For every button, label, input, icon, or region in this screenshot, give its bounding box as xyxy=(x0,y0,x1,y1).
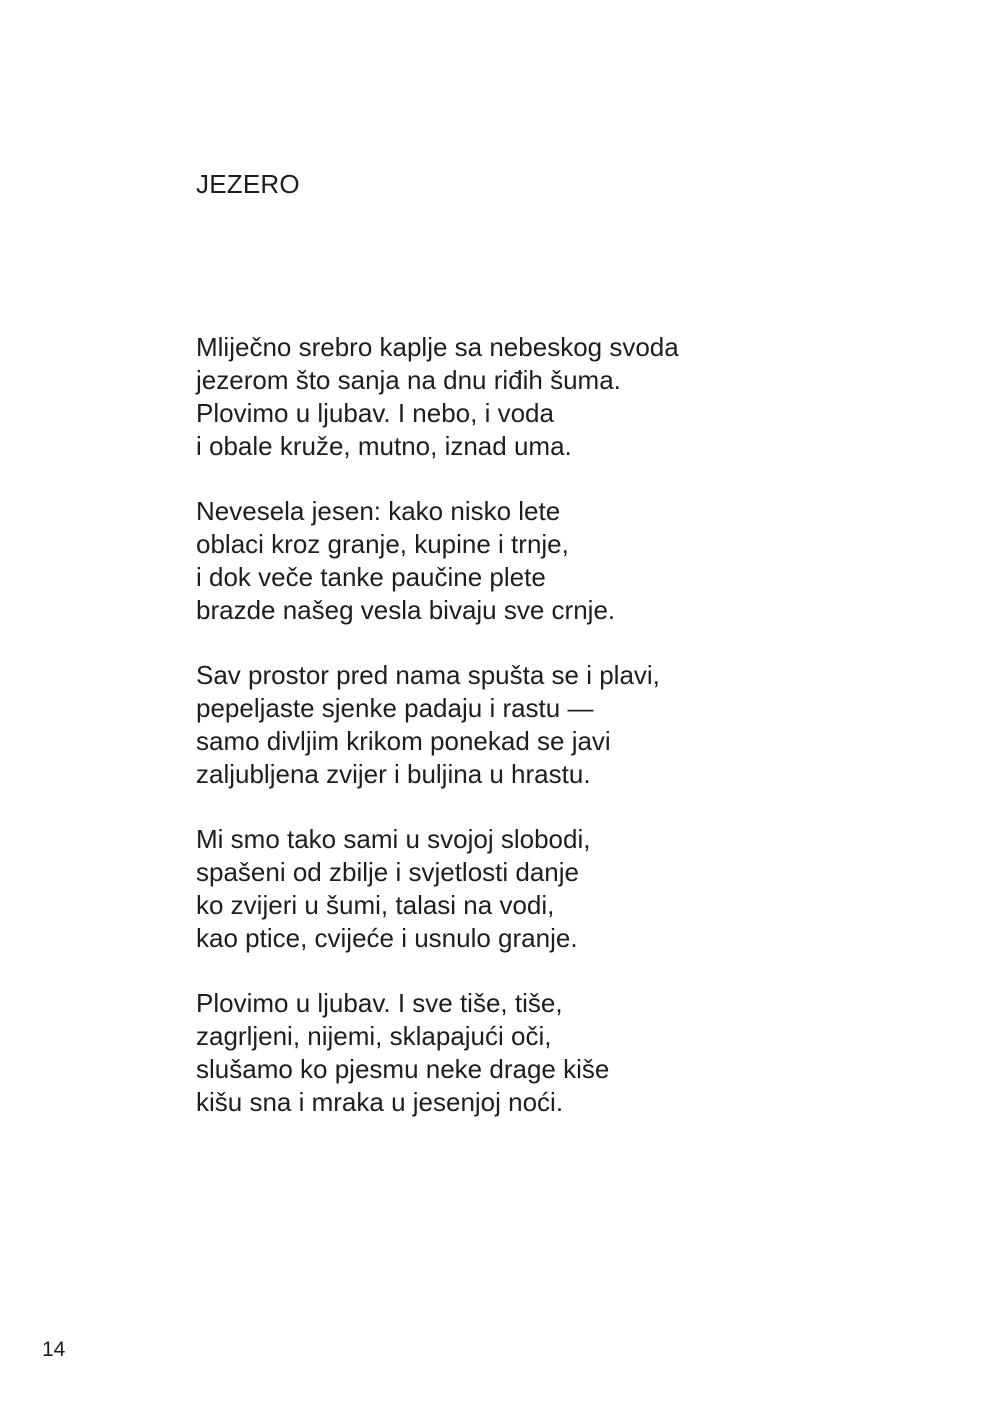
poem-line: kišu sna i mraka u jesenjoj noći. xyxy=(196,1087,564,1117)
poem-line: Plovimo u ljubav. I nebo, i voda xyxy=(196,398,554,428)
poem-line: spašeni od zbilje i svjetlosti danje xyxy=(196,857,579,887)
poem-line: brazde našeg vesla bivaju sve crnje. xyxy=(196,595,616,625)
poem-line: pepeljaste sjenke padaju i rastu — xyxy=(196,693,594,723)
poem-line: i obale kruže, mutno, iznad uma. xyxy=(196,431,572,461)
stanza-3 xyxy=(196,659,896,791)
page-number: 14 xyxy=(42,1338,66,1361)
stanza-2 xyxy=(196,495,896,627)
poem-line: Mi smo tako sami u svojoj slobodi, xyxy=(196,824,591,854)
stanza-1 xyxy=(196,331,896,463)
stanza-5 xyxy=(196,987,896,1119)
poem-line: zagrljeni, nijemi, sklapajući oči, xyxy=(196,1021,552,1051)
poem-line: Plovimo u ljubav. I sve tiše, tiše, xyxy=(196,988,563,1018)
poem-line: kao ptice, cvijeće i usnulo granje. xyxy=(196,923,578,953)
poem-line: Nevesela jesen: kako nisko lete xyxy=(196,496,561,526)
poem-line: zaljubljena zvijer i buljina u hrastu. xyxy=(196,759,591,789)
stanza-4 xyxy=(196,823,896,955)
poem-line: i dok veče tanke paučine plete xyxy=(196,562,546,592)
poem-line: oblaci kroz granje, kupine i trnje, xyxy=(196,529,569,559)
poem-body xyxy=(196,331,896,1151)
poem-line: samo divljim krikom ponekad se javi xyxy=(196,726,611,756)
poem-line: ko zvijeri u šumi, talasi na vodi, xyxy=(196,890,555,920)
poem-title: JEZERO xyxy=(196,169,300,199)
poem-line: slušamo ko pjesmu neke drage kiše xyxy=(196,1054,610,1084)
poem-line: jezerom što sanja na dnu riđih šuma. xyxy=(196,365,621,395)
poem-line: Mliječno srebro kaplje sa nebeskog svoda xyxy=(196,332,679,362)
poem-line: Sav prostor pred nama spušta se i plavi, xyxy=(196,660,660,690)
